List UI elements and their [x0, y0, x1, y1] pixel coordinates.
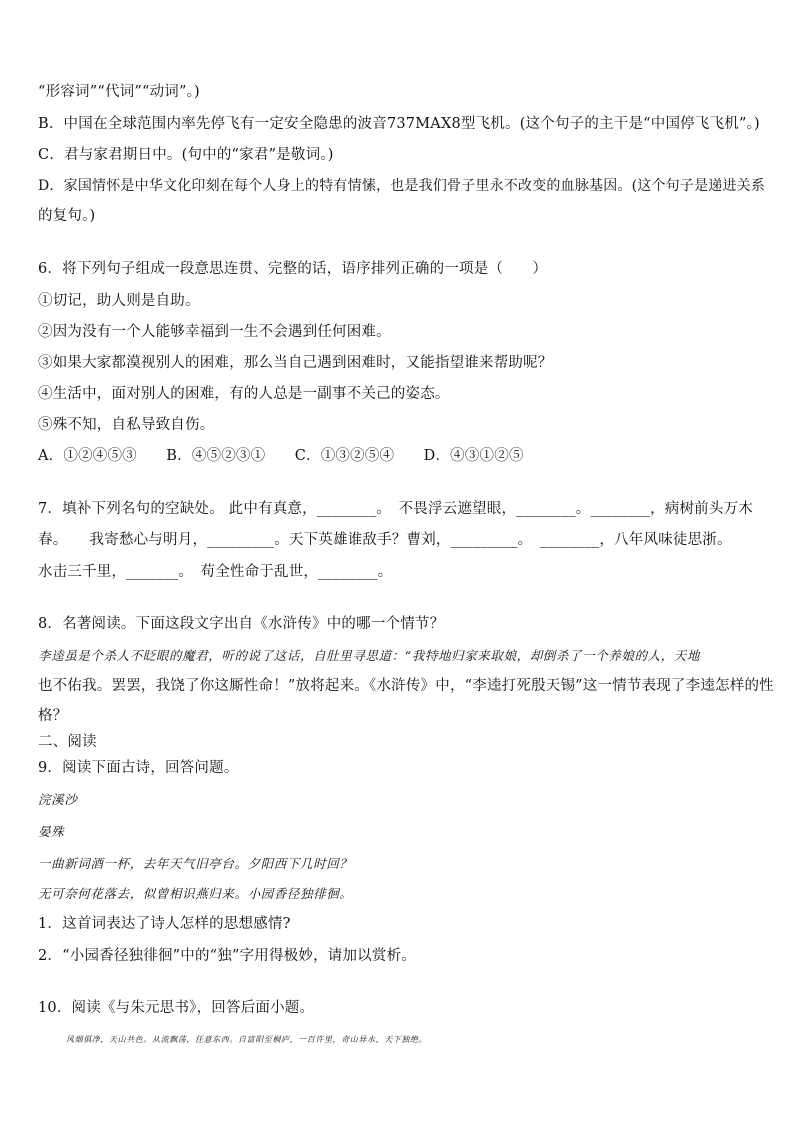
- question-9-sub-2: 2．“小园香径独徘徊”中的“独”字用得极妙，请加以赏析。: [38, 948, 416, 964]
- option-d-continued: 的复句。): [38, 208, 96, 224]
- poem-title: 浣溪沙: [38, 792, 78, 807]
- question-6-stem: 6．将下列句子组成一段意思连贯、完整的话，语序排列正确的一项是（ ）: [38, 261, 548, 277]
- question-6-choices: A．①②④⑤③ B．④⑤②③① C．①③②⑤④ D．④③①②⑤: [38, 448, 524, 464]
- question-7-line-2: 春。 我寄愁心与明月，_________。天下英雄谁敌手？曹刘，_________。 ________，八年风味徒思浙。: [38, 532, 732, 548]
- question-6-sentence-4: ④生活中，面对别人的困难，有的人总是一副事不关己的姿态。: [38, 386, 450, 402]
- question-6-sentence-2: ②因为没有一个人能够幸福到一生不会遇到任何困难。: [38, 324, 391, 340]
- question-6-sentence-3: ③如果大家都漠视别人的困难，那么当自己遇到困难时，又能指望谁来帮助呢？: [38, 355, 553, 371]
- poem-line-2: 无可奈何花落去，似曾相识燕归来。小园香径独徘徊。: [38, 886, 353, 901]
- option-d: D．家国情怀是中华文化印刻在每个人身上的特有情愫，也是我们骨子里永不改变的血脉基因。(这个句子是递进关系: [38, 178, 766, 194]
- section-heading-reading: 二、阅读: [38, 734, 97, 750]
- option-b: B．中国在全球范围内率先停飞有一定安全隐患的波音737MAX8型飞机。(这个句子的主干是“中国停飞飞机”。): [38, 116, 760, 132]
- option-a-tail: “形容词”“代词”“动词”。): [38, 84, 200, 100]
- question-7-line-1: 7．填补下列名句的空缺处。 此中有真意，________。 不畏浮云遮望眼，________。________，病树前头万木: [38, 501, 753, 517]
- question-7-line-3: 水击三千里，_______。 苟全性命于乱世，________。: [38, 564, 393, 580]
- option-c: C．君与家君期日中。(句中的“家君”是敬词。): [38, 147, 334, 163]
- question-8-passage-2: 也不佑我。罢罢，我饶了你这厮性命！”放将起来。《水浒传》中，“李逵打死殷天锡”这一情节表现了李逵怎样的性: [38, 678, 774, 694]
- poem-line-1: 一曲新词酒一杯，去年天气旧亭台。夕阳西下几时回？: [38, 856, 353, 871]
- question-9-stem: 9．阅读下面古诗，回答问题。: [38, 760, 239, 776]
- question-10-stem: 10．阅读《与朱元思书》，回答后面小题。: [38, 1000, 315, 1016]
- question-6-sentence-5: ⑤殊不知，自私导致自伤。: [38, 417, 215, 433]
- question-10-passage: 风烟俱净，天山共色。从流飘荡，任意东西。自富阳至桐庐，一百许里，奇山异水，天下独绝。: [66, 1035, 428, 1044]
- question-8-stem: 8．名著阅读。下面这段文字出自《水浒传》中的哪一个情节？: [38, 616, 445, 632]
- question-6-sentence-1: ①切记，助人则是自助。: [38, 293, 200, 309]
- question-8-passage-3: 格？: [38, 708, 68, 724]
- question-8-passage-1: 李逵虽是个杀人不眨眼的魔君，听的说了这话，自肚里寻思道：“我特地归家来取娘，却倒杀了一个养娘的人，天地: [38, 648, 700, 663]
- poem-author: 晏殊: [38, 824, 65, 839]
- question-9-sub-1: 1．这首词表达了诗人怎样的思想感情?: [38, 916, 291, 932]
